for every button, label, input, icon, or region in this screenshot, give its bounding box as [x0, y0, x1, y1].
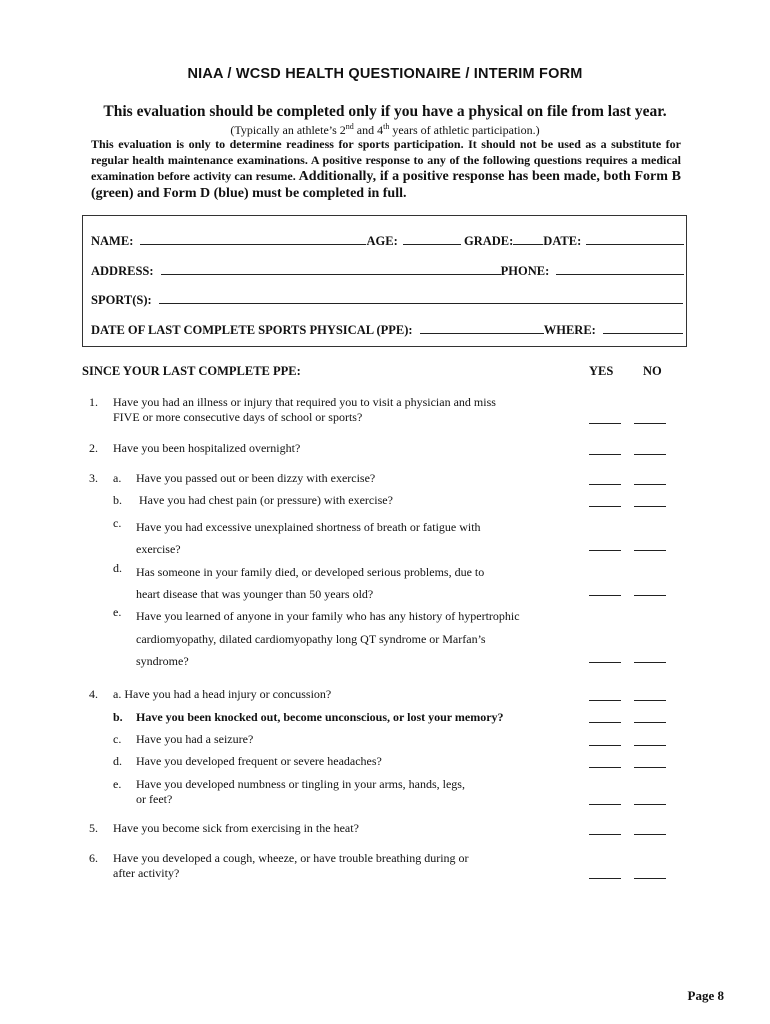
yes-column-header: YES [589, 364, 614, 378]
question-number: 2. [89, 441, 98, 455]
form-title: NIAA / WCSD HEALTH QUESTIONAIRE / INTERIM FORM [187, 66, 583, 82]
q4d-yes-blank[interactable] [589, 767, 621, 768]
question-letter: e. [113, 777, 122, 791]
q3e-no-blank[interactable] [634, 662, 666, 663]
question-4c-text: Have you had a seizure? [136, 732, 254, 746]
q4c-yes-blank[interactable] [589, 745, 621, 746]
question-4d-text: Have you developed frequent or severe headaches? [136, 754, 382, 768]
name-label: NAME: [91, 234, 134, 248]
info-row-1 [91, 232, 684, 249]
q3d-yes-blank[interactable] [589, 595, 621, 596]
q5-no-blank[interactable] [634, 834, 666, 835]
question-3e-text: Have you learned of anyone in your family who has any history of hypertrophic cardiomyopathy, dilated cardiomyopathy long QT syndrome or Marfan’s syndrome? [136, 609, 520, 668]
question-1-text: Have you had an illness or injury that required you to visit a physician and miss FIVE or more consecutive days of school or sports? [113, 395, 496, 424]
date-label: DATE: [543, 234, 582, 248]
question-number: 1. [89, 395, 98, 409]
q1-yes-blank[interactable] [589, 423, 621, 424]
question-letter: a. [113, 471, 122, 485]
q3a-no-blank[interactable] [634, 484, 666, 485]
question-4a-text: a. Have you had a head injury or concussion? [113, 687, 332, 701]
question-number: 4. [89, 687, 98, 701]
q4e-yes-blank[interactable] [589, 804, 621, 805]
q4b-yes-blank[interactable] [589, 722, 621, 723]
instruction-subnote: (Typically an athlete’s 2nd and 4th years of athletic participation.) [230, 122, 540, 137]
instruction-paragraph: This evaluation is only to determine readiness for sports participation. It should not be used as a substitute for regular health maintenance examinations. A positive response to any of the following questions requires a medical examination before activity can resume. Additionally, if a positive response has been made, both Form B (green) and Form D (blue) must be completed in full. [91, 137, 681, 201]
address-label: ADDRESS: [91, 264, 154, 278]
info-row-4 [91, 321, 683, 338]
sports-label: SPORT(S): [91, 293, 152, 307]
ppe-date-field[interactable] [420, 321, 544, 334]
q4b-no-blank[interactable] [634, 722, 666, 723]
question-number: 5. [89, 821, 98, 835]
grade-field[interactable] [513, 232, 543, 245]
question-letter: b. [113, 710, 123, 724]
q3c-yes-blank[interactable] [589, 550, 621, 551]
q6-yes-blank[interactable] [589, 878, 621, 879]
question-letter: d. [113, 754, 122, 768]
q4e-no-blank[interactable] [634, 804, 666, 805]
q3c-no-blank[interactable] [634, 550, 666, 551]
question-letter: c. [113, 732, 122, 746]
phone-label: PHONE: [500, 264, 550, 278]
question-number: 6. [89, 851, 98, 865]
phone-field[interactable] [556, 262, 684, 275]
sports-field[interactable] [159, 291, 683, 304]
question-letter: b. [113, 493, 122, 507]
name-field[interactable] [140, 232, 366, 245]
q3d-no-blank[interactable] [634, 595, 666, 596]
date-field[interactable] [586, 232, 684, 245]
q1-no-blank[interactable] [634, 423, 666, 424]
info-row-2 [91, 262, 684, 279]
since-last-ppe-heading: SINCE YOUR LAST COMPLETE PPE: [82, 364, 301, 378]
question-4b-text: Have you been knocked out, become unconscious, or lost your memory? [136, 710, 504, 724]
q3b-yes-blank[interactable] [589, 506, 621, 507]
no-column-header: NO [643, 364, 662, 378]
question-6-text: Have you developed a cough, wheeze, or have trouble breathing during or after activity? [113, 851, 469, 880]
page-number: Page 8 [687, 988, 724, 1003]
question-3b-text: Have you had chest pain (or pressure) with exercise? [139, 493, 393, 507]
info-row-3 [91, 291, 683, 308]
q6-no-blank[interactable] [634, 878, 666, 879]
q3b-no-blank[interactable] [634, 506, 666, 507]
question-3c-text: Have you had excessive unexplained shortness of breath or fatigue with exercise? [136, 520, 481, 556]
q4d-no-blank[interactable] [634, 767, 666, 768]
address-field[interactable] [161, 262, 501, 275]
instruction-lead: This evaluation should be completed only if you have a physical on file from last year. [103, 103, 667, 120]
q4a-yes-blank[interactable] [589, 700, 621, 701]
where-label: WHERE: [543, 323, 596, 337]
age-field[interactable] [403, 232, 461, 245]
question-3d-text: Has someone in your family died, or developed serious problems, due to heart disease that was younger than 50 years old? [136, 565, 485, 601]
question-2-text: Have you been hospitalized overnight? [113, 441, 301, 455]
q5-yes-blank[interactable] [589, 834, 621, 835]
age-label: AGE: [366, 234, 398, 248]
question-4e-text: Have you developed numbness or tingling in your arms, hands, legs, or feet? [136, 777, 465, 806]
question-5-text: Have you become sick from exercising in the heat? [113, 821, 359, 835]
q2-no-blank[interactable] [634, 454, 666, 455]
question-letter: e. [113, 605, 122, 619]
question-letter: c. [113, 516, 122, 530]
where-field[interactable] [603, 321, 683, 334]
question-letter: d. [113, 561, 122, 575]
grade-label: GRADE: [463, 234, 514, 248]
ppe-date-label: DATE OF LAST COMPLETE SPORTS PHYSICAL (PPE): [91, 323, 413, 337]
q2-yes-blank[interactable] [589, 454, 621, 455]
q3e-yes-blank[interactable] [589, 662, 621, 663]
q4a-no-blank[interactable] [634, 700, 666, 701]
q3a-yes-blank[interactable] [589, 484, 621, 485]
question-number: 3. [89, 471, 98, 485]
q4c-no-blank[interactable] [634, 745, 666, 746]
question-3a-text: Have you passed out or been dizzy with exercise? [136, 471, 376, 485]
